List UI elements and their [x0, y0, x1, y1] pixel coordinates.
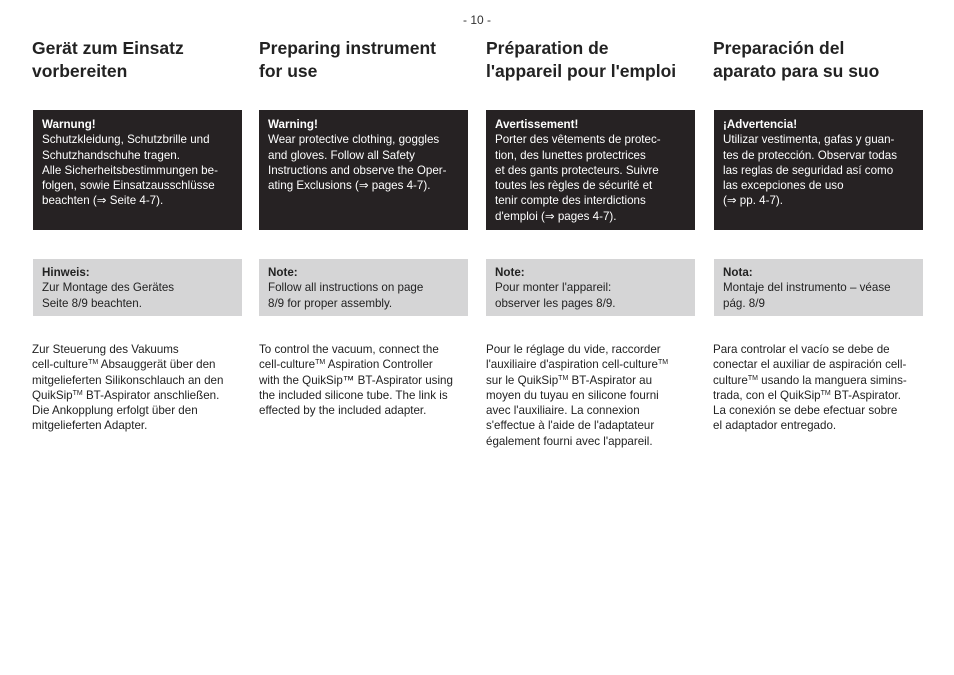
body-text: [259, 342, 471, 418]
body-line-text: mitgelieferten Silikonschlauch an den: [32, 373, 224, 387]
trademark-mark: TM: [657, 359, 669, 367]
warning-box: [259, 110, 468, 230]
warning-box: [714, 110, 923, 230]
page-number: - 10 -: [462, 13, 491, 27]
section-heading: Preparing instrument for use: [259, 38, 436, 81]
body-line: [486, 357, 698, 372]
trademark-mark: TM: [72, 389, 83, 397]
note-box: [33, 259, 242, 316]
body-line: [486, 418, 698, 433]
warning-title: Warnung!: [42, 118, 96, 131]
body-line-text: the included silicone tube. The link is: [259, 388, 448, 402]
body-line-text: Pour le réglage du vide, raccorder: [486, 343, 661, 356]
body-line: [32, 357, 244, 372]
body-line: [259, 342, 471, 357]
section-heading: Préparation de l'appareil pour l'emploi: [486, 38, 677, 81]
body-text: [486, 342, 698, 449]
body-line-text: sur le QuikSip: [486, 373, 559, 387]
body-line: [713, 403, 925, 418]
body-line: [32, 418, 244, 433]
warning-box: [486, 110, 695, 230]
trademark-mark: TM: [558, 374, 569, 382]
body-line-text: BT-Aspirator anschließen.: [82, 388, 220, 402]
body-line-text: avec l'auxiliaire. La connexion: [486, 404, 640, 418]
body-line-text: s'effectue à l'aide de l'adaptateur: [486, 419, 655, 433]
body-line-text: BT-Aspirator au: [568, 373, 653, 387]
body-line: [486, 342, 698, 357]
warning-title: Avertissement!: [495, 118, 579, 131]
section-heading: Gerät zum Einsatz vorbereiten: [32, 38, 184, 81]
body-line-text: el adaptador entregado.: [713, 419, 837, 433]
body-line: [32, 342, 244, 357]
note-text: Montaje del instrumento – véase pág. 8/9: [723, 281, 891, 310]
body-line-text: La conexión se debe efectuar sobre: [713, 404, 898, 418]
note-title: Nota:: [723, 266, 753, 279]
trademark-mark: TM: [315, 359, 326, 367]
note-text: Pour monter l'appareil: observer les pages 8/9.: [495, 281, 616, 310]
body-line: [713, 418, 925, 433]
note-box: [259, 259, 468, 316]
body-line-text: effected by the included adapter.: [259, 404, 427, 418]
body-line-text: QuikSip: [32, 388, 73, 402]
body-line: [713, 342, 925, 357]
body-line: [32, 403, 244, 418]
warning-title: ¡Advertencia!: [723, 118, 798, 131]
trademark-mark: TM: [747, 374, 758, 382]
warning-text: Porter des vêtements de protec- tion, des lunettes protectrices et des gants protecteurs. Suivre toutes les règles de sécurité et tenir compte des interdictions d'emploi (⇒ pages 4-7).: [495, 133, 661, 223]
trademark-mark: TM: [88, 359, 99, 367]
body-line: [713, 373, 925, 388]
body-line: [486, 373, 698, 388]
warning-text: Schutzkleidung, Schutzbrille und Schutzhandschuhe tragen. Alle Sicherheitsbestimmungen be- folgen, sowie Einsatzausschlüsse beachten (⇒ Seite 4-7).: [42, 133, 218, 208]
body-line-text: également fourni avec l'appareil.: [486, 434, 653, 448]
body-line: [259, 373, 471, 388]
body-line-text: Aspiration Controller: [325, 358, 433, 372]
body-line: [259, 388, 471, 403]
body-line: [486, 434, 698, 449]
body-line-text: Zur Steuerung des Vakuums: [32, 343, 179, 356]
trademark-mark: TM: [820, 389, 831, 397]
body-line-text: To control the vacuum, connect the: [259, 343, 439, 356]
note-title: Hinweis:: [42, 266, 90, 279]
note-title: Note:: [268, 266, 298, 279]
body-line: [259, 403, 471, 418]
body-line: [713, 388, 925, 403]
body-line: [32, 388, 244, 403]
body-line-text: conectar el auxiliar de aspiración cell-: [713, 358, 907, 372]
body-line-text: Absauggerät über den: [98, 358, 216, 372]
body-line-text: with the QuikSip™ BT-Aspirator using: [259, 373, 453, 387]
body-line-text: mitgelieferten Adapter.: [32, 419, 148, 433]
warning-box: [33, 110, 242, 230]
body-line-text: Die Ankopplung erfolgt über den: [32, 404, 198, 418]
note-box: [486, 259, 695, 316]
body-line: [32, 373, 244, 388]
body-line-text: l'auxiliaire d'aspiration cell-culture: [486, 358, 658, 372]
note-text: Zur Montage des Gerätes Seite 8/9 beachten.: [42, 281, 175, 310]
body-line-text: moyen du tuyau en silicone fourni: [486, 388, 659, 402]
body-text: [713, 342, 925, 434]
note-text: Follow all instructions on page 8/9 for proper assembly.: [268, 281, 424, 310]
body-line-text: trada, con el QuikSip: [713, 388, 821, 402]
warning-text: Utilizar vestimenta, gafas y guan- tes de protección. Observar todas las reglas de seguridad así como las excepciones de uso (⇒ pp. 4-7).: [723, 133, 897, 208]
body-line-text: cell-culture: [259, 358, 316, 372]
warning-title: Warning!: [268, 118, 318, 131]
body-line: [713, 357, 925, 372]
body-line-text: Para controlar el vacío se debe de: [713, 343, 890, 356]
body-line: [486, 388, 698, 403]
body-line-text: culture: [713, 373, 748, 387]
section-heading: Preparación del aparato para su suo: [713, 38, 880, 81]
note-box: [714, 259, 923, 316]
body-line-text: BT-Aspirator.: [830, 388, 901, 402]
note-title: Note:: [495, 266, 525, 279]
body-line-text: cell-culture: [32, 358, 89, 372]
body-line-text: usando la manguera simins-: [757, 373, 907, 387]
body-line: [486, 403, 698, 418]
warning-text: Wear protective clothing, goggles and gloves. Follow all Safety Instructions and observe the Oper- ating Exclusions (⇒ pages 4-7).: [268, 133, 447, 193]
body-text: [32, 342, 244, 434]
body-line: [259, 357, 471, 372]
